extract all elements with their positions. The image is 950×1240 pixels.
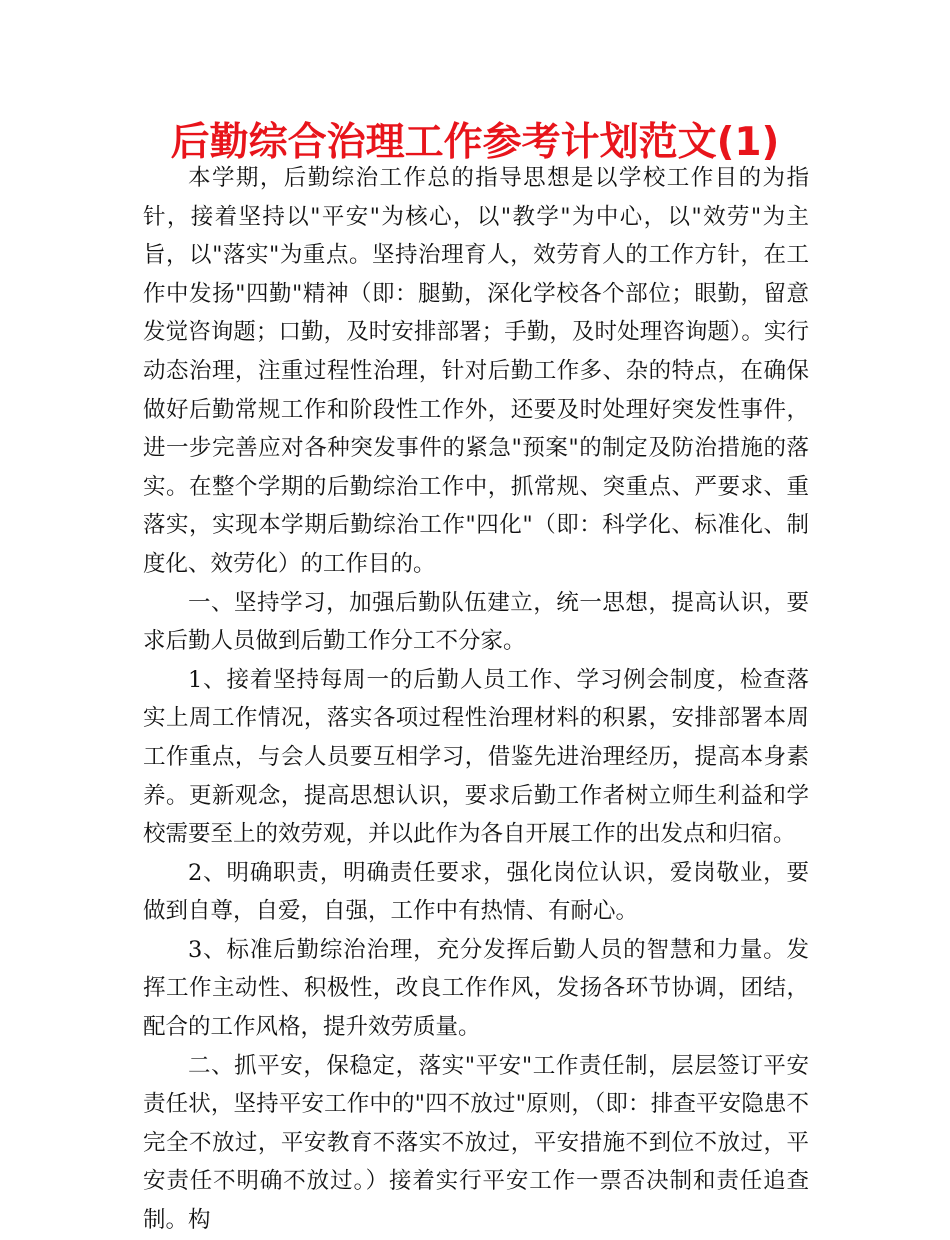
paragraph-intro: 本学期，后勤综治工作总的指导思想是以学校工作目的为指针，接着坚持以"平安"为核心，以"教学"为中心，以"效劳"为主旨，以"落实"为重点。坚持治理育人，效劳育人的工作方针，在工作中发扬"四勤"精神（即：腿勤，深化学校各个部位；眼勤，留意发觉咨询题；口勤，及时安排部署；手勤，及时处理咨询题）。实行动态治理，注重过程性治理，针对后勤工作多、杂的特点，在确保做好后勤常规工作和阶段性工作外，还要及时处理好突发性事件，进一步完善应对各种突发事件的紧急"预案"的制定及防治措施的落实。在整个学期的后勤综治工作中，抓常规、突重点、严要求、重落实，实现本学期后勤综治工作"四化"（即：科学化、标准化、制度化、效劳化）的工作目的。 [143, 165, 809, 577]
paragraph-item-3: 3、标准后勤综治治理，充分发挥后勤人员的智慧和力量。发挥工作主动性、积极性，改良工作作风，发扬各环节协调，团结，配合的工作风格，提升效劳质量。 [143, 936, 809, 1041]
paragraph-item-1: 1、接着坚持每周一的后勤人员工作、学习例会制度，检查落实上周工作情况，落实各项过程性治理材料的积累，安排部署本周工作重点，与会人员要互相学习，借鉴先进治理经历，提高本身素养。更新观念，提高思想认识，要求后勤工作者树立师生利益和学校需要至上的效劳观，并以此作为各自开展工作的出发点和归宿。 [143, 666, 809, 848]
paragraph-item-2: 2、明确职责，明确责任要求，强化岗位认识，爱岗敬业，要做到自尊，自爱，自强，工作中有热情、有耐心。 [143, 859, 809, 925]
paragraph-section-1: 一、坚持学习，加强后勤队伍建立，统一思想，提高认识，要求后勤人员做到后勤工作分工不分家。 [143, 589, 809, 655]
paragraph-section-2: 二、抓平安，保稳定，落实"平安"工作责任制，层层签订平安责任状，坚持平安工作中的"四不放过"原则，（即：排查平安隐患不完全不放过，平安教育不落实不放过，平安措施不到位不放过，平安责任不明确不放过。）接着实行平安工作一票否决制和责任追查制。构 [143, 1052, 809, 1234]
document-title: 后勤综合治理工作参考计划范文(1) [170, 120, 780, 165]
document-body [143, 159, 809, 1240]
